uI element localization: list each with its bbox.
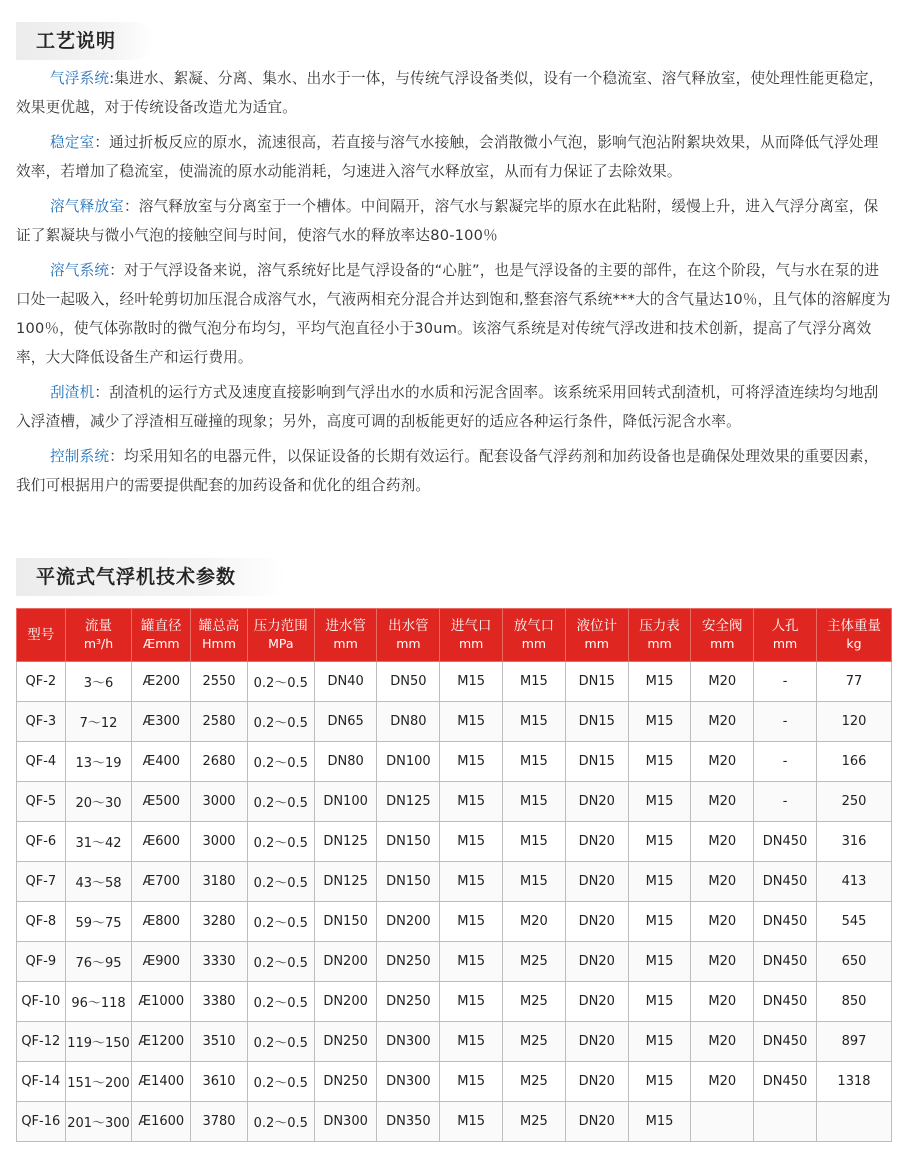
table-cell: 650 xyxy=(816,942,891,982)
paragraph-text: ：刮渣机的运行方式及速度直接影响到气浮出水的水质和污泥含固率。该系统采用回转式刮渣机，可将浮渣连续均匀地刮入浮渣槽，减少了浮渣相互碰撞的现象；另外，高度可调的刮板能更好的适应各种运行条件，降低污泥含水率。 xyxy=(16,384,879,430)
table-cell: 0.2～0.5 xyxy=(247,1062,314,1102)
table-row xyxy=(17,942,892,982)
column-header-unit: Hmm xyxy=(202,636,236,651)
table-cell xyxy=(754,1102,817,1142)
table-cell: DN15 xyxy=(565,662,628,702)
table-cell: 3000 xyxy=(191,822,248,862)
table-cell: M20 xyxy=(691,662,754,702)
term-label: 溶气系统 xyxy=(50,262,110,279)
table-cell: 0.2～0.5 xyxy=(247,942,314,982)
table-cell: M15 xyxy=(628,782,691,822)
table-cell: 0.2～0.5 xyxy=(247,742,314,782)
table-cell: DN250 xyxy=(314,1062,377,1102)
table-cell: M20 xyxy=(691,822,754,862)
column-header-label: 型号 xyxy=(27,627,55,643)
table-row xyxy=(17,702,892,742)
table-cell: DN80 xyxy=(377,702,440,742)
table-cell: 2680 xyxy=(191,742,248,782)
table-cell: DN300 xyxy=(377,1022,440,1062)
table-cell: 0.2～0.5 xyxy=(247,822,314,862)
section-title-text: 工艺说明 xyxy=(36,30,117,52)
table-cell: 7～12 xyxy=(65,702,132,742)
table-cell: DN80 xyxy=(314,742,377,782)
table-cell: DN50 xyxy=(377,662,440,702)
table-cell: 0.2～0.5 xyxy=(247,1102,314,1142)
table-cell: DN450 xyxy=(754,982,817,1022)
table-cell: QF-7 xyxy=(17,862,66,902)
table-cell: DN20 xyxy=(565,902,628,942)
column-header-unit: mm xyxy=(333,636,358,651)
table-cell: 413 xyxy=(816,862,891,902)
table-cell: M15 xyxy=(440,662,503,702)
table-cell xyxy=(816,1102,891,1142)
table-cell: Æ600 xyxy=(132,822,191,862)
column-header-unit: kg xyxy=(846,636,862,651)
term-label: 稳定室 xyxy=(50,134,95,151)
column-header xyxy=(565,609,628,662)
table-cell: M20 xyxy=(691,902,754,942)
column-header xyxy=(816,609,891,662)
table-cell: 0.2～0.5 xyxy=(247,662,314,702)
column-header-label: 安全阀 xyxy=(702,618,743,634)
column-header xyxy=(440,609,503,662)
table-cell: 3330 xyxy=(191,942,248,982)
table-cell: M20 xyxy=(691,942,754,982)
table-cell: DN200 xyxy=(314,942,377,982)
table-cell: DN20 xyxy=(565,862,628,902)
section-title-process xyxy=(16,22,154,60)
table-row xyxy=(17,822,892,862)
paragraph-text: ：对于气浮设备来说，溶气系统好比是气浮设备的“心脏”，也是气浮设备的主要的部件，在这个阶段，气与水在泵的进口处一起吸入，经叶轮剪切加压混合成溶气水，气液两相充分混合并达到饱和,整套溶气系统***大的含气量达10％，且气体的溶解度为100％，使气体弥散时的微气泡分布均匀，平均气泡直径小于30um。该溶气系统是对传统气浮改进和技术创新，提高了气浮分离效率，大大降低设备生产和运行费用。 xyxy=(16,262,891,366)
table-cell: M15 xyxy=(628,862,691,902)
table-cell: DN300 xyxy=(377,1062,440,1102)
table-cell: DN300 xyxy=(314,1102,377,1142)
table-cell: M25 xyxy=(503,982,566,1022)
table-cell: 119～150 xyxy=(65,1022,132,1062)
column-header xyxy=(754,609,817,662)
table-cell: 850 xyxy=(816,982,891,1022)
paragraph-text: :集进水、絮凝、分离、集水、出水于一体，与传统气浮设备类似，设有一个稳流室、溶气释放室，使处理性能更稳定，效果更优越，对于传统设备改造尤为适宜。 xyxy=(16,70,884,116)
paragraph-text: ：溶气释放室与分离室于一个槽体。中间隔开，溶气水与絮凝完毕的原水在此粘附，缓慢上升，进入气浮分离室，保证了絮凝块与微小气泡的接触空间与时间，使溶气水的释放率达80-100％ xyxy=(16,198,879,244)
table-cell: DN20 xyxy=(565,822,628,862)
table-cell: QF-8 xyxy=(17,902,66,942)
table-cell: Æ1400 xyxy=(132,1062,191,1102)
column-header xyxy=(314,609,377,662)
table-cell: QF-4 xyxy=(17,742,66,782)
process-description xyxy=(16,64,892,506)
table-cell: DN150 xyxy=(377,862,440,902)
spec-table-body xyxy=(17,662,892,1142)
column-header-label: 进水管 xyxy=(325,618,366,634)
table-cell: M15 xyxy=(628,1022,691,1062)
table-cell: QF-12 xyxy=(17,1022,66,1062)
table-row xyxy=(17,1062,892,1102)
table-cell: 166 xyxy=(816,742,891,782)
table-row xyxy=(17,1102,892,1142)
column-header-label: 放气口 xyxy=(513,618,555,634)
table-row xyxy=(17,982,892,1022)
column-header xyxy=(503,609,566,662)
column-header-unit: mm xyxy=(647,636,672,651)
table-cell: M20 xyxy=(691,782,754,822)
table-cell: M15 xyxy=(440,902,503,942)
column-header-unit: mm xyxy=(458,636,484,651)
table-cell: M15 xyxy=(440,782,503,822)
table-cell: M25 xyxy=(503,1022,566,1062)
column-header-label: 压力表 xyxy=(639,618,680,634)
table-cell: DN250 xyxy=(377,982,440,1022)
table-cell: 76～95 xyxy=(65,942,132,982)
column-header xyxy=(65,609,132,662)
table-cell: Æ1000 xyxy=(132,982,191,1022)
table-cell: 0.2～0.5 xyxy=(247,862,314,902)
term-label: 气浮系统 xyxy=(50,70,110,87)
table-cell: M25 xyxy=(503,1062,566,1102)
paragraph-scraper xyxy=(16,378,892,436)
table-cell: DN125 xyxy=(377,782,440,822)
table-cell: Æ400 xyxy=(132,742,191,782)
table-cell: 250 xyxy=(816,782,891,822)
table-cell: DN450 xyxy=(754,862,817,902)
table-cell: M15 xyxy=(440,702,503,742)
table-cell: M15 xyxy=(628,742,691,782)
table-cell: M15 xyxy=(628,942,691,982)
table-cell: M15 xyxy=(440,1022,503,1062)
table-cell: DN125 xyxy=(314,822,377,862)
table-cell: M15 xyxy=(628,662,691,702)
paragraph-text: ：通过折板反应的原水，流速很高，若直接与溶气水接触，会消散微小气泡，影响气泡沾附絮块效果，从而降低气浮处理效率，若增加了稳流室，使湍流的原水动能消耗，匀速进入溶气水释放室，从而有力保证了去除效果。 xyxy=(16,134,879,180)
table-cell: Æ300 xyxy=(132,702,191,742)
table-cell: 31～42 xyxy=(65,822,132,862)
header-row xyxy=(17,609,892,662)
column-header-unit: mm xyxy=(584,636,609,651)
paragraph-flotation-system xyxy=(16,64,892,122)
table-cell: QF-3 xyxy=(17,702,66,742)
table-cell: DN450 xyxy=(754,902,817,942)
table-cell: DN350 xyxy=(377,1102,440,1142)
table-cell: M20 xyxy=(691,1022,754,1062)
table-cell: DN65 xyxy=(314,702,377,742)
table-cell: M15 xyxy=(628,1102,691,1142)
table-cell: Æ500 xyxy=(132,782,191,822)
table-cell: DN20 xyxy=(565,1062,628,1102)
table-row xyxy=(17,902,892,942)
paragraph-release-chamber xyxy=(16,192,892,250)
paragraph-control-system xyxy=(16,442,892,500)
table-cell: QF-14 xyxy=(17,1062,66,1102)
table-cell: QF-6 xyxy=(17,822,66,862)
table-cell: QF-16 xyxy=(17,1102,66,1142)
table-cell: QF-5 xyxy=(17,782,66,822)
column-header-unit: mm xyxy=(772,636,798,651)
section-title-text: 平流式气浮机技术参数 xyxy=(36,566,237,588)
spec-table xyxy=(16,608,892,1142)
table-cell: M20 xyxy=(691,742,754,782)
table-row xyxy=(17,742,892,782)
table-cell: M15 xyxy=(440,1102,503,1142)
table-cell: M15 xyxy=(503,662,566,702)
column-header xyxy=(17,609,66,662)
table-cell: 3280 xyxy=(191,902,248,942)
paragraph-dissolved-air-system xyxy=(16,256,892,372)
table-cell: DN450 xyxy=(754,1062,817,1102)
table-row xyxy=(17,782,892,822)
table-cell: Æ1200 xyxy=(132,1022,191,1062)
column-header xyxy=(247,609,314,662)
table-cell: 0.2～0.5 xyxy=(247,782,314,822)
column-header-label: 罐总高 xyxy=(198,618,240,634)
table-row xyxy=(17,1022,892,1062)
table-cell: Æ1600 xyxy=(132,1102,191,1142)
table-cell: 151～200 xyxy=(65,1062,132,1102)
table-cell: 1318 xyxy=(816,1062,891,1102)
table-cell: DN100 xyxy=(377,742,440,782)
table-cell: 59～75 xyxy=(65,902,132,942)
table-cell: Æ800 xyxy=(132,902,191,942)
table-cell: DN100 xyxy=(314,782,377,822)
table-cell: QF-10 xyxy=(17,982,66,1022)
term-label: 刮渣机 xyxy=(50,384,95,401)
table-cell: DN20 xyxy=(565,1102,628,1142)
column-header-label: 人孔 xyxy=(771,618,799,634)
table-cell: 0.2～0.5 xyxy=(247,1022,314,1062)
table-cell: M20 xyxy=(691,1062,754,1102)
table-cell: DN250 xyxy=(377,942,440,982)
column-header xyxy=(132,609,191,662)
table-cell: M15 xyxy=(628,822,691,862)
column-header-unit: MPa xyxy=(268,636,294,651)
table-cell: M15 xyxy=(440,742,503,782)
table-cell: 545 xyxy=(816,902,891,942)
table-cell: DN40 xyxy=(314,662,377,702)
table-cell: M15 xyxy=(503,742,566,782)
table-cell: DN450 xyxy=(754,822,817,862)
table-cell: 120 xyxy=(816,702,891,742)
table-cell xyxy=(691,1102,754,1142)
column-header-label: 进气口 xyxy=(450,618,492,634)
table-cell: M15 xyxy=(440,982,503,1022)
table-cell: M15 xyxy=(440,822,503,862)
table-row xyxy=(17,862,892,902)
table-cell: DN250 xyxy=(314,1022,377,1062)
column-header-unit: Æmm xyxy=(143,636,180,651)
section-title-specs xyxy=(16,558,286,596)
table-cell: 3510 xyxy=(191,1022,248,1062)
table-cell: M15 xyxy=(628,902,691,942)
table-cell: M15 xyxy=(503,862,566,902)
column-header xyxy=(377,609,440,662)
column-header-unit: m³/h xyxy=(83,636,114,651)
table-cell: M15 xyxy=(503,702,566,742)
column-header-label: 液位计 xyxy=(576,618,617,634)
table-cell: 2550 xyxy=(191,662,248,702)
table-cell: M15 xyxy=(440,1062,503,1102)
table-cell: 3180 xyxy=(191,862,248,902)
table-cell: DN15 xyxy=(565,742,628,782)
table-cell: DN150 xyxy=(377,822,440,862)
column-header-label: 流量 xyxy=(85,618,113,634)
table-cell: 20～30 xyxy=(65,782,132,822)
table-cell: - xyxy=(754,782,817,822)
table-cell: M25 xyxy=(503,942,566,982)
table-cell: M15 xyxy=(440,942,503,982)
table-cell: Æ200 xyxy=(132,662,191,702)
table-cell: DN20 xyxy=(565,782,628,822)
table-cell: 0.2～0.5 xyxy=(247,902,314,942)
table-cell: 43～58 xyxy=(65,862,132,902)
table-cell: M20 xyxy=(691,702,754,742)
table-row xyxy=(17,662,892,702)
table-cell: DN20 xyxy=(565,1022,628,1062)
column-header-label: 罐直径 xyxy=(141,618,182,634)
table-cell: Æ900 xyxy=(132,942,191,982)
table-cell: QF-2 xyxy=(17,662,66,702)
table-cell: M15 xyxy=(628,982,691,1022)
table-cell: - xyxy=(754,702,817,742)
table-cell: DN200 xyxy=(314,982,377,1022)
table-cell: 3～6 xyxy=(65,662,132,702)
term-label: 溶气释放室 xyxy=(50,198,124,215)
table-cell: DN125 xyxy=(314,862,377,902)
column-header-label: 出水管 xyxy=(388,618,429,634)
table-cell: DN20 xyxy=(565,982,628,1022)
column-header xyxy=(691,609,754,662)
term-label: 控制系统 xyxy=(50,448,110,465)
table-cell: 96～118 xyxy=(65,982,132,1022)
table-cell: 2580 xyxy=(191,702,248,742)
table-cell: - xyxy=(754,742,817,782)
table-cell: 3780 xyxy=(191,1102,248,1142)
table-cell: DN15 xyxy=(565,702,628,742)
paragraph-stabilizing-chamber xyxy=(16,128,892,186)
table-cell: M25 xyxy=(503,1102,566,1142)
column-header-unit: mm xyxy=(521,636,547,651)
table-cell: 0.2～0.5 xyxy=(247,982,314,1022)
table-cell: 201～300 xyxy=(65,1102,132,1142)
column-header-label: 压力范围 xyxy=(253,618,308,634)
column-header xyxy=(628,609,691,662)
paragraph-text: ：均采用知名的电器元件，以保证设备的长期有效运行。配套设备气浮药剂和加药设备也是确保处理效果的重要因素，我们可根据用户的需要提供配套的加药设备和优化的组合药剂。 xyxy=(16,448,879,494)
table-cell: M15 xyxy=(440,862,503,902)
table-cell: QF-9 xyxy=(17,942,66,982)
table-cell: M15 xyxy=(628,702,691,742)
table-cell: 316 xyxy=(816,822,891,862)
column-header-label: 主体重量 xyxy=(826,618,881,634)
table-cell: 13～19 xyxy=(65,742,132,782)
table-cell: M15 xyxy=(503,782,566,822)
table-cell: - xyxy=(754,662,817,702)
table-cell: M15 xyxy=(503,822,566,862)
column-header xyxy=(191,609,248,662)
table-cell: 897 xyxy=(816,1022,891,1062)
table-cell: M15 xyxy=(628,1062,691,1102)
table-cell: Æ700 xyxy=(132,862,191,902)
table-cell: 3380 xyxy=(191,982,248,1022)
spec-table-header xyxy=(17,609,892,662)
table-cell: DN200 xyxy=(377,902,440,942)
column-header-unit: mm xyxy=(396,636,421,651)
table-cell: DN150 xyxy=(314,902,377,942)
column-header-unit: mm xyxy=(710,636,735,651)
table-cell: M20 xyxy=(691,862,754,902)
table-cell: DN20 xyxy=(565,942,628,982)
table-cell: M20 xyxy=(691,982,754,1022)
table-cell: 0.2～0.5 xyxy=(247,702,314,742)
table-cell: 3610 xyxy=(191,1062,248,1102)
table-cell: DN450 xyxy=(754,942,817,982)
table-cell: 77 xyxy=(816,662,891,702)
table-cell: 3000 xyxy=(191,782,248,822)
table-cell: M20 xyxy=(503,902,566,942)
table-cell: DN450 xyxy=(754,1022,817,1062)
